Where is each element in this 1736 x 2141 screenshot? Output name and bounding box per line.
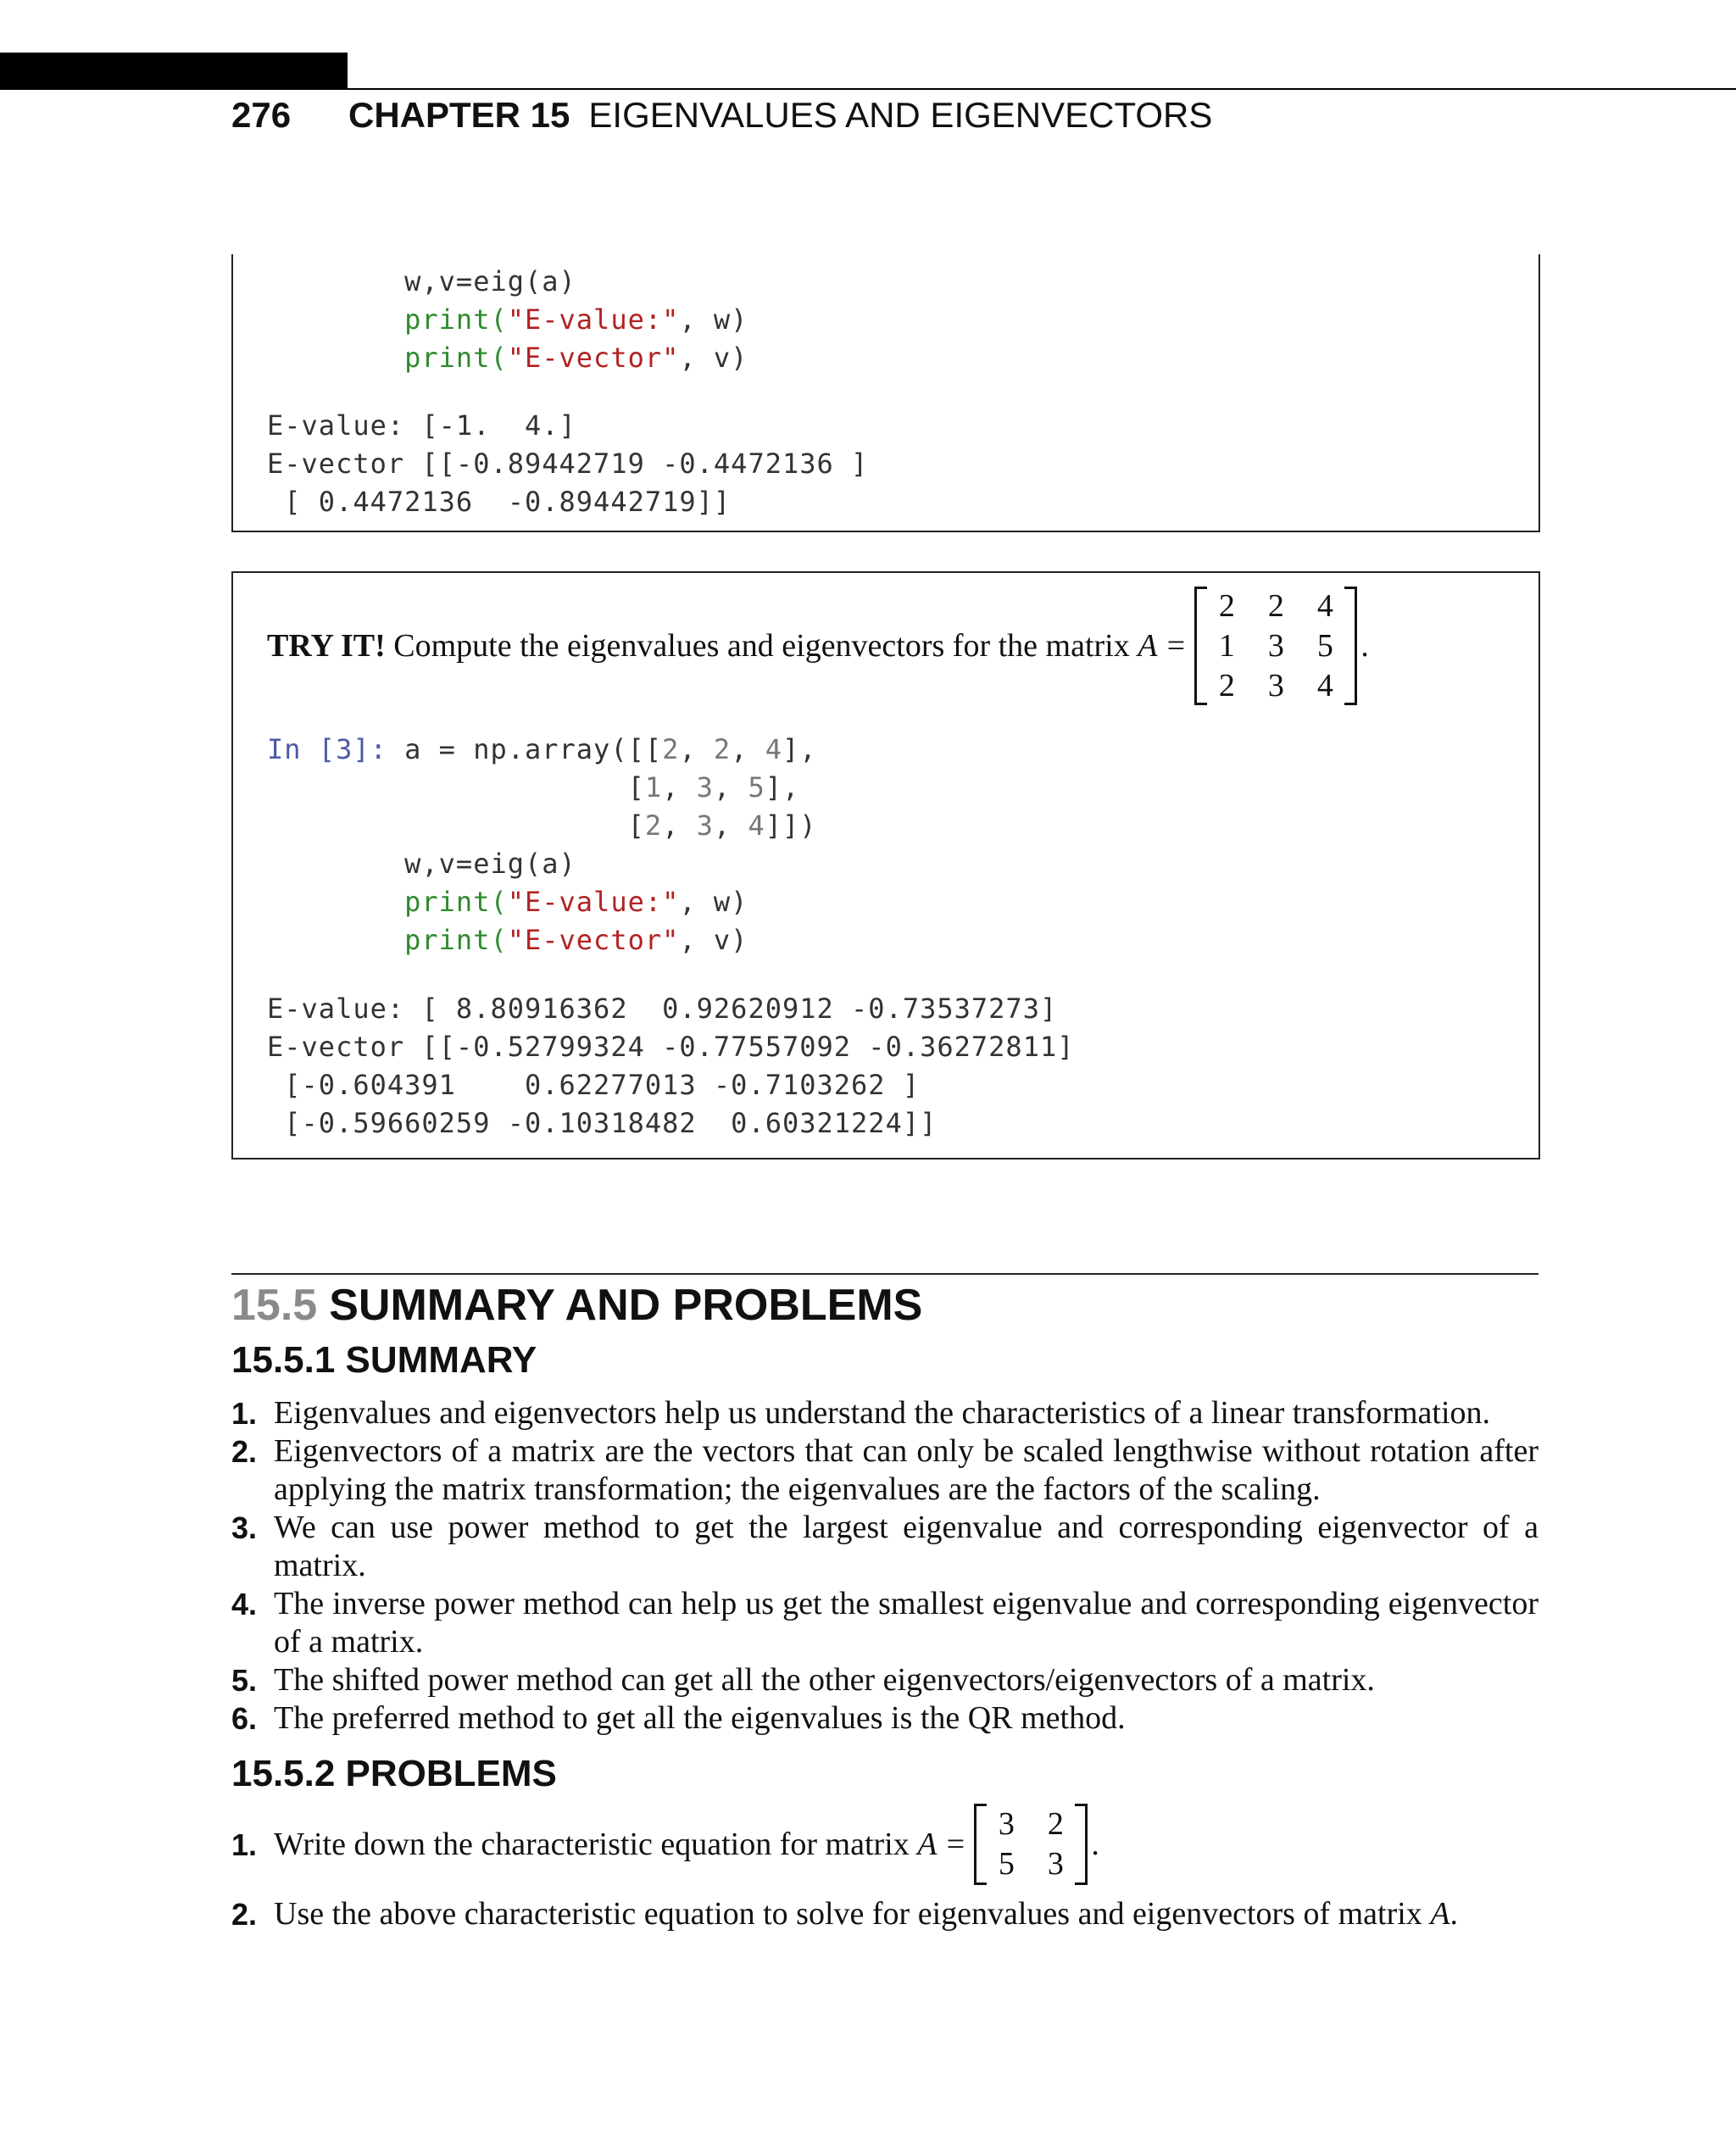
matrix-entry: 5	[998, 1846, 1015, 1882]
matrix-entry: 2	[1218, 587, 1235, 624]
code-line: print("E-value:", w)	[404, 886, 748, 918]
output-line: [-0.59660259 -0.10318482 0.60321224]]	[267, 1107, 938, 1139]
matrix-entry: 3	[1267, 667, 1284, 703]
problem-text: Use the above characteristic equation to solve for eigenvalues and eigenvectors of matrix	[274, 1896, 1431, 1932]
output-line: E-vector [[-0.89442719 -0.4472136 ]	[267, 448, 869, 480]
page-number: 276	[231, 95, 292, 135]
period: .	[1091, 1826, 1099, 1862]
code-line: print("E-vector", v)	[404, 924, 748, 956]
matrix-var: A =	[917, 1826, 966, 1862]
try-it-text: Compute the eigenvalues and eigenvectors for the matrix	[385, 628, 1138, 664]
list-item: 6. The preferred method to get all the eigenvalues is the QR method.	[231, 1700, 1126, 1736]
code-line: print("E-value:", w)	[404, 303, 748, 336]
try-it-label: TRY IT!	[267, 628, 386, 664]
list-item: 5. The shifted power method can get all the other eigenvectors/eigenvectors of a matrix.	[231, 1662, 1375, 1698]
list-item: 2. Eigenvectors of a matrix are the vectors that can only be scaled lengthwise without rotation after applying the matrix transformation; the eigenvalues are the factors of the scaling.	[231, 1433, 1538, 1507]
code-box-continued	[231, 254, 1540, 532]
problem-1: 1. Write down the characteristic equation for matrix A = 3 2 5 3 .	[231, 1804, 1538, 1885]
summary-list	[231, 1394, 1538, 1738]
matrix-entry: 2	[1267, 587, 1284, 624]
code-line: w,v=eig(a)	[267, 265, 576, 298]
chapter-title: EIGENVALUES AND EIGENVECTORS	[588, 95, 1213, 135]
matrix-a	[1194, 587, 1369, 705]
input-prompt: In [3]:	[267, 733, 387, 765]
problem-2: 2. Use the above characteristic equation to solve for eigenvalues and eigenvectors of matrix A.	[231, 1896, 1459, 1932]
running-header	[231, 95, 1212, 146]
bracket-left	[974, 1804, 987, 1885]
code-line: [1, 3, 5],	[267, 771, 800, 804]
problem-text: Write down the characteristic equation for matrix	[274, 1826, 910, 1862]
matrix-entry: 3	[998, 1806, 1015, 1842]
output-line: [ 0.4472136 -0.89442719]]	[267, 486, 732, 518]
output-block	[267, 407, 868, 521]
matrix-entry: 3	[1047, 1846, 1064, 1882]
header-rule	[348, 88, 1736, 90]
list-item: 1. Eigenvalues and eigenvectors help us understand the characteristics of a linear transformation.	[231, 1395, 1491, 1431]
list-item: 4. The inverse power method can help us get the smallest eigenvalue and corresponding eigenvector of a matrix.	[231, 1586, 1538, 1660]
bracket-left	[1194, 587, 1207, 705]
matrix-entry: 5	[1316, 627, 1333, 664]
output-block	[267, 990, 1074, 1143]
list-item: 3. We can use power method to get the largest eigenvalue and corresponding eigenvector of a matrix.	[231, 1510, 1538, 1583]
period: .	[1360, 628, 1369, 664]
output-line: [-0.604391 0.62277013 -0.7103262 ]	[267, 1069, 921, 1101]
output-line: E-value: [ 8.80916362 0.92620912 -0.73537273]	[267, 993, 1058, 1025]
summary-heading: 15.5.1 SUMMARY	[231, 1339, 537, 1381]
matrix-entry: 3	[1267, 627, 1284, 664]
section-heading	[231, 1280, 922, 1331]
matrix-var: A =	[1138, 628, 1187, 664]
bracket-right	[1344, 587, 1357, 705]
code-block	[267, 731, 817, 959]
code-line: print("E-vector", v)	[404, 342, 748, 374]
section-number: 15.5	[231, 1281, 318, 1330]
matrix-entry: 4	[1316, 587, 1333, 624]
code-block	[267, 263, 748, 377]
matrix-entries	[987, 1805, 1075, 1883]
matrix-entry: 4	[1316, 667, 1333, 703]
section-title: SUMMARY AND PROBLEMS	[329, 1281, 923, 1330]
matrix-entry: 2	[1047, 1806, 1064, 1842]
matrix-a-problem	[974, 1804, 1099, 1885]
code-line: In [3]: a = np.array([[2, 2, 4],	[267, 733, 817, 765]
header-bar	[0, 53, 348, 90]
code-line: [2, 3, 4]])	[267, 809, 817, 842]
matrix-entries	[1207, 587, 1344, 705]
output-line: E-value: [-1. 4.]	[267, 409, 576, 442]
problems-heading: 15.5.2 PROBLEMS	[231, 1753, 557, 1794]
chapter-label: CHAPTER 15	[348, 95, 570, 135]
output-line: E-vector [[-0.52799324 -0.77557092 -0.36272811]	[267, 1031, 1075, 1063]
try-it-statement	[267, 587, 1369, 705]
bracket-right	[1075, 1804, 1088, 1885]
matrix-entry: 2	[1218, 667, 1235, 703]
try-it-box	[231, 571, 1540, 1159]
code-line: w,v=eig(a)	[267, 848, 576, 880]
section-rule	[231, 1273, 1538, 1275]
matrix-entry: 1	[1218, 627, 1235, 664]
matrix-var: A	[1430, 1896, 1450, 1932]
